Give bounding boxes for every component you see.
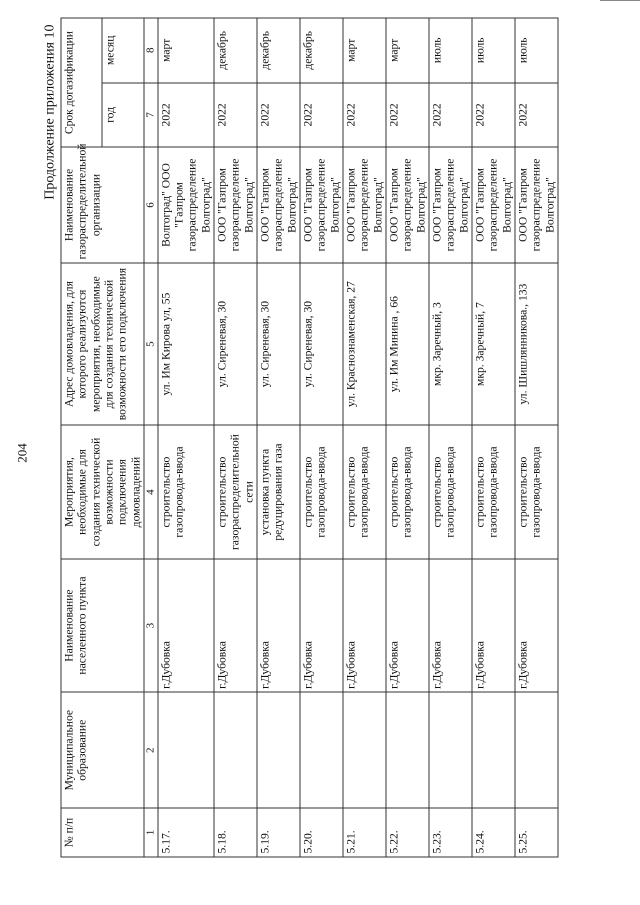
row-settlement: г.Дубовка [157, 558, 213, 692]
row-number: 5.21. [342, 808, 385, 857]
row-measure: строительство газораспределительной сети [213, 425, 256, 559]
row-settlement: г.Дубовка [514, 558, 557, 692]
row-year: 2022 [157, 82, 213, 147]
table-row [256, 18, 299, 857]
row-number: 5.24. [471, 808, 514, 857]
row-org: ООО "Газпром газораспределение Волгоград" [471, 147, 514, 263]
row-settlement: г.Дубовка [256, 558, 299, 692]
table-row [385, 18, 428, 857]
row-org: ООО "Газпром газораспределение Волгоград" [213, 147, 256, 263]
row-year: 2022 [385, 82, 428, 147]
row-municipality [471, 692, 514, 808]
row-measure: строительство газопровода-ввода [514, 425, 557, 559]
row-month: июль [428, 18, 471, 83]
column-number: 4 [143, 425, 157, 559]
column-number: 3 [143, 558, 157, 692]
row-number: 5.25. [514, 808, 557, 857]
table-row [514, 18, 557, 857]
row-address: ул. Им Кирова ул, 55 [157, 262, 213, 424]
header-settlement: Наименование населенного пункта [61, 558, 144, 692]
table-row [428, 18, 471, 857]
row-address: мкр. Заречный, 3 [428, 262, 471, 424]
row-month: март [157, 18, 213, 83]
row-number: 5.20. [299, 808, 342, 857]
row-settlement: г.Дубовка [471, 558, 514, 692]
row-municipality [256, 692, 299, 808]
row-month: март [385, 18, 428, 83]
header-measures: Мероприятия, необходимые для создания технической возможности подключения домовладений [61, 425, 144, 559]
row-year: 2022 [514, 82, 557, 147]
row-number: 5.19. [256, 808, 299, 857]
row-municipality [299, 692, 342, 808]
row-year: 2022 [213, 82, 256, 147]
row-address: ул. Шишлянникова., 133 [514, 262, 557, 424]
row-municipality [385, 692, 428, 808]
continuation-caption: Продолжение приложения 10 [42, 24, 57, 200]
row-org: ООО "Газпром газораспределение Волгоград" [299, 147, 342, 263]
row-year: 2022 [428, 82, 471, 147]
gasification-table [60, 17, 558, 857]
column-number: 6 [143, 147, 157, 263]
row-settlement: г.Дубовка [213, 558, 256, 692]
row-org: ООО "Газпром газораспределение Волгоград" [256, 147, 299, 263]
row-settlement: г.Дубовка [342, 558, 385, 692]
header-deadline: Срок догазификации [61, 18, 102, 147]
row-measure: установка пункта редуцирования газа [256, 425, 299, 559]
header-org: Наименование газораспределительной организации [61, 147, 144, 263]
row-month: декабрь [299, 18, 342, 83]
header-year: год [102, 82, 143, 147]
row-month: июль [471, 18, 514, 83]
column-number-row [143, 18, 157, 857]
row-measure: строительство газопровода-ввода [428, 425, 471, 559]
row-municipality [213, 692, 256, 808]
row-org: ООО "Газпром газораспределение Волгоград" [514, 147, 557, 263]
row-month: март [342, 18, 385, 83]
row-number: 5.23. [428, 808, 471, 857]
row-month: декабрь [213, 18, 256, 83]
row-measure: строительство газопровода-ввода [471, 425, 514, 559]
row-address: ул. Сиреневая, 30 [213, 262, 256, 424]
row-settlement: г.Дубовка [428, 558, 471, 692]
row-measure: строительство газопровода-ввода [299, 425, 342, 559]
page-number: 204 [14, 442, 29, 463]
row-number: 5.17. [157, 808, 213, 857]
row-settlement: г.Дубовка [385, 558, 428, 692]
row-measure: строительство газопровода-ввода [342, 425, 385, 559]
column-number: 8 [143, 18, 157, 83]
row-measure: строительство газопровода-ввода [385, 425, 428, 559]
row-org: Волгоград" ООО "Газпром газораспределение Волгоград" [157, 147, 213, 263]
column-number: 7 [143, 82, 157, 147]
row-municipality [428, 692, 471, 808]
row-year: 2022 [342, 82, 385, 147]
header-num: № п/п [61, 808, 144, 857]
row-month: декабрь [256, 18, 299, 83]
header-month: месяц [102, 18, 143, 83]
table-row [471, 18, 514, 857]
header-address: Адрес домовладения, для которого реализуются мероприятия, необходимые для создания технической возможности его подключения [61, 262, 144, 424]
column-number: 5 [143, 262, 157, 424]
column-number: 1 [143, 808, 157, 857]
row-address: ул. Сиреневая, 30 [256, 262, 299, 424]
table-row [157, 18, 213, 857]
row-measure: строительство газопровода-ввода [157, 425, 213, 559]
column-number: 2 [143, 692, 157, 808]
table-row [342, 18, 385, 857]
row-year: 2022 [471, 82, 514, 147]
row-address: мкр. Заречный, 7 [471, 262, 514, 424]
header-municipality: Муниципальное образование [61, 692, 144, 808]
row-municipality [157, 692, 213, 808]
row-municipality [514, 692, 557, 808]
header-row [61, 18, 102, 857]
row-settlement: г.Дубовка [299, 558, 342, 692]
row-address: ул. Им Минина , 66 [385, 262, 428, 424]
row-number: 5.22. [385, 808, 428, 857]
row-address: ул. Краснознаменская, 27 [342, 262, 385, 424]
row-year: 2022 [299, 82, 342, 147]
row-month: июль [514, 18, 557, 83]
row-org: ООО "Газпром газораспределение Волгоград" [428, 147, 471, 263]
row-municipality [342, 692, 385, 808]
table-row [299, 18, 342, 857]
row-year: 2022 [256, 82, 299, 147]
row-org: ООО "Газпром газораспределение Волгоград" [342, 147, 385, 263]
row-address: ул. Сиреневая, 30 [299, 262, 342, 424]
row-org: ООО "Газпром газораспределение Волгоград" [385, 147, 428, 263]
row-number: 5.18. [213, 808, 256, 857]
table-row [213, 18, 256, 857]
